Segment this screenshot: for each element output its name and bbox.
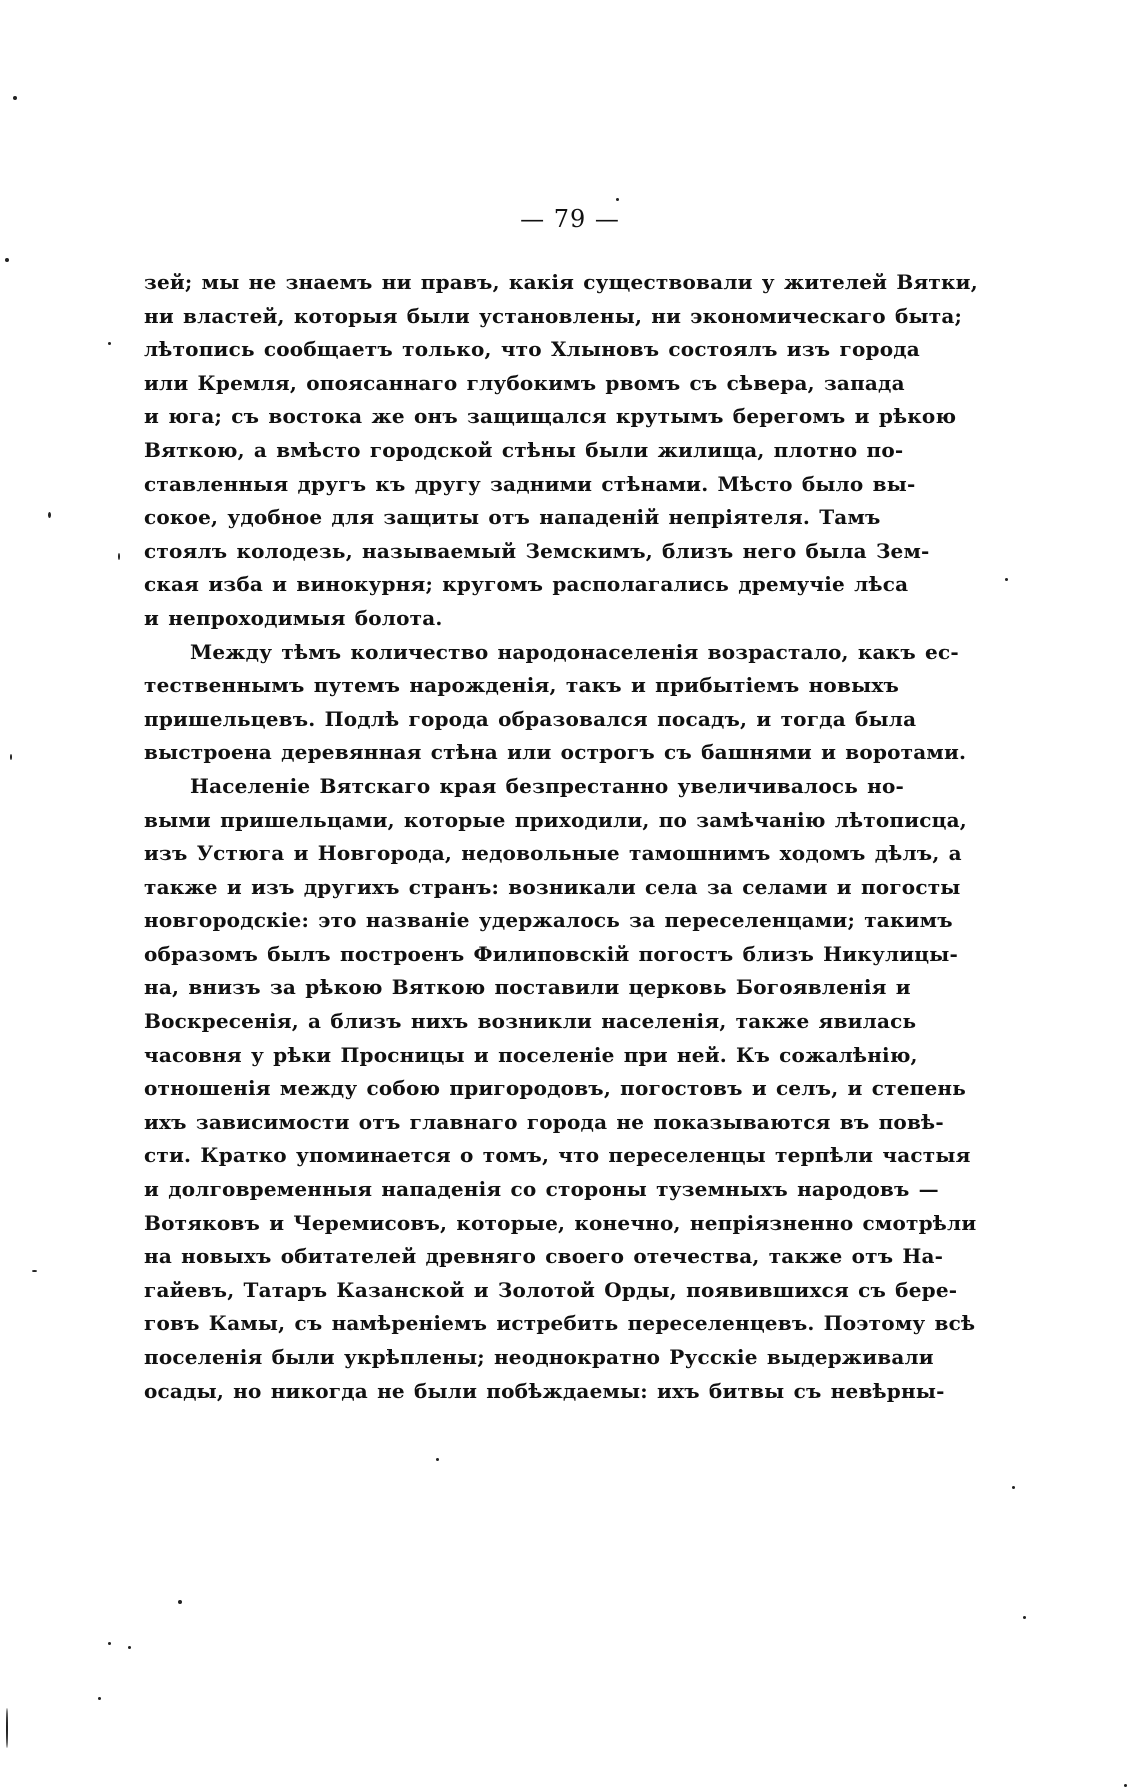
scan-speck xyxy=(118,553,120,560)
text-line: ни властей, которыя были установлены, ни экономическаго быта; xyxy=(144,303,963,328)
scan-speck xyxy=(6,1708,8,1748)
text-line: сти. Кратко упоминается о томъ, что переселенцы терпѣли частыя xyxy=(144,1143,971,1168)
text-line: Между тѣмъ количество народонаселенія возрастало, какъ ес- xyxy=(190,639,959,664)
scan-speck xyxy=(1005,578,1008,581)
text-line: на новыхъ обитателей древняго своего отечества, также отъ На- xyxy=(144,1244,944,1269)
scan-speck xyxy=(108,342,111,345)
scan-speck xyxy=(616,198,619,201)
text-line: образомъ былъ построенъ Филиповскій погостъ близъ Никулицы- xyxy=(144,941,959,966)
text-line: также и изъ другихъ странъ: возникали села за селами и погосты xyxy=(144,874,961,899)
scan-speck xyxy=(436,1458,439,1461)
text-line: Населеніе Вятскаго края безпрестанно увеличивалось но- xyxy=(190,773,905,798)
scan-speck xyxy=(128,1646,131,1649)
text-line: отношенія между собою пригородовъ, погостовъ и селъ, и степень xyxy=(144,1076,966,1101)
text-line: на, внизъ за рѣкою Вяткою поставили церковь Богоявленія и xyxy=(144,975,911,1000)
page-number: — 79 — xyxy=(520,205,620,233)
text-line: Вотяковъ и Черемисовъ, которые, конечно, непріязненно смотрѣли xyxy=(144,1210,977,1235)
text-line: ставленныя другъ къ другу задними стѣнами. Мѣсто было вы- xyxy=(144,471,916,496)
scan-speck xyxy=(1124,1784,1127,1787)
text-line: гайевъ, Татаръ Казанской и Золотой Орды, появившихся съ бере- xyxy=(144,1277,958,1302)
text-line: часовня у рѣки Просницы и поселеніе при ней. Къ сожалѣнію, xyxy=(144,1042,918,1067)
scan-speck xyxy=(5,258,9,262)
text-line: или Кремля, опоясаннаго глубокимъ рвомъ съ сѣвера, запада xyxy=(144,370,905,395)
scan-speck xyxy=(178,1600,182,1604)
paragraph-2 xyxy=(144,636,967,770)
text-line: ихъ зависимости отъ главнаго города не показываются въ повѣ- xyxy=(144,1109,944,1134)
paragraph-3 xyxy=(144,770,977,1408)
text-line: изъ Устюга и Новгорода, недовольные тамошнимъ ходомъ дѣлъ, а xyxy=(144,841,962,866)
scan-speck xyxy=(108,1642,111,1645)
scan-speck xyxy=(32,1270,37,1272)
scan-speck xyxy=(1012,1486,1015,1489)
scan-speck xyxy=(98,1697,101,1700)
body-text xyxy=(144,266,978,1408)
text-line: выстроена деревянная стѣна или острогъ съ башнями и воротами. xyxy=(144,740,967,765)
text-line: поселенія были укрѣплены; неоднократно Русскіе выдерживали xyxy=(144,1345,934,1369)
paragraph-1 xyxy=(144,266,978,636)
text-line: лѣтопись сообщаетъ только, что Хлыновъ состоялъ изъ города xyxy=(144,337,920,362)
text-line: сокое, удобное для защиты отъ нападеній непріятеля. Тамъ xyxy=(144,505,881,530)
text-line: Вяткою, а вмѣсто городской стѣны были жилища, плотно по- xyxy=(144,437,904,462)
text-line: осады, но никогда не были побѣждаемы: ихъ битвы съ невѣрны- xyxy=(144,1378,945,1403)
text-line: и юга; съ востока же онъ защищался крутымъ берегомъ и рѣкою xyxy=(144,404,957,429)
text-line: говъ Камы, съ намѣреніемъ истребить переселенцевъ. Поэтому всѣ xyxy=(144,1311,976,1336)
scan-speck xyxy=(13,96,17,100)
text-line: выми пришельцами, которые приходили, по замѣчанію лѣтописца, xyxy=(144,807,967,832)
text-line: новгородскіе: это названіе удержалось за переселенцами; такимъ xyxy=(144,908,953,933)
text-line: ская изба и винокурня; кругомъ располагались дремучіе лѣса xyxy=(144,572,909,597)
scan-speck xyxy=(10,754,12,760)
text-line: и непроходимыя болота. xyxy=(144,605,443,630)
text-line: и долговременныя нападенія со стороны туземныхъ народовъ — xyxy=(144,1177,939,1202)
scan-speck xyxy=(1023,1616,1026,1619)
text-line: тественнымъ путемъ нарожденія, такъ и прибытіемъ новыхъ xyxy=(144,673,899,698)
text-line: стоялъ колодезь, называемый Земскимъ, близъ него была Зем- xyxy=(144,538,930,563)
text-line: пришельцевъ. Подлѣ города образовался посадъ, и тогда была xyxy=(144,706,917,731)
text-line: зей; мы не знаемъ ни правъ, какія существовали у жителей Вятки, xyxy=(144,270,978,294)
scan-speck xyxy=(48,512,51,518)
text-line: Воскресенія, а близъ нихъ возникли населенія, также явилась xyxy=(144,1009,917,1034)
